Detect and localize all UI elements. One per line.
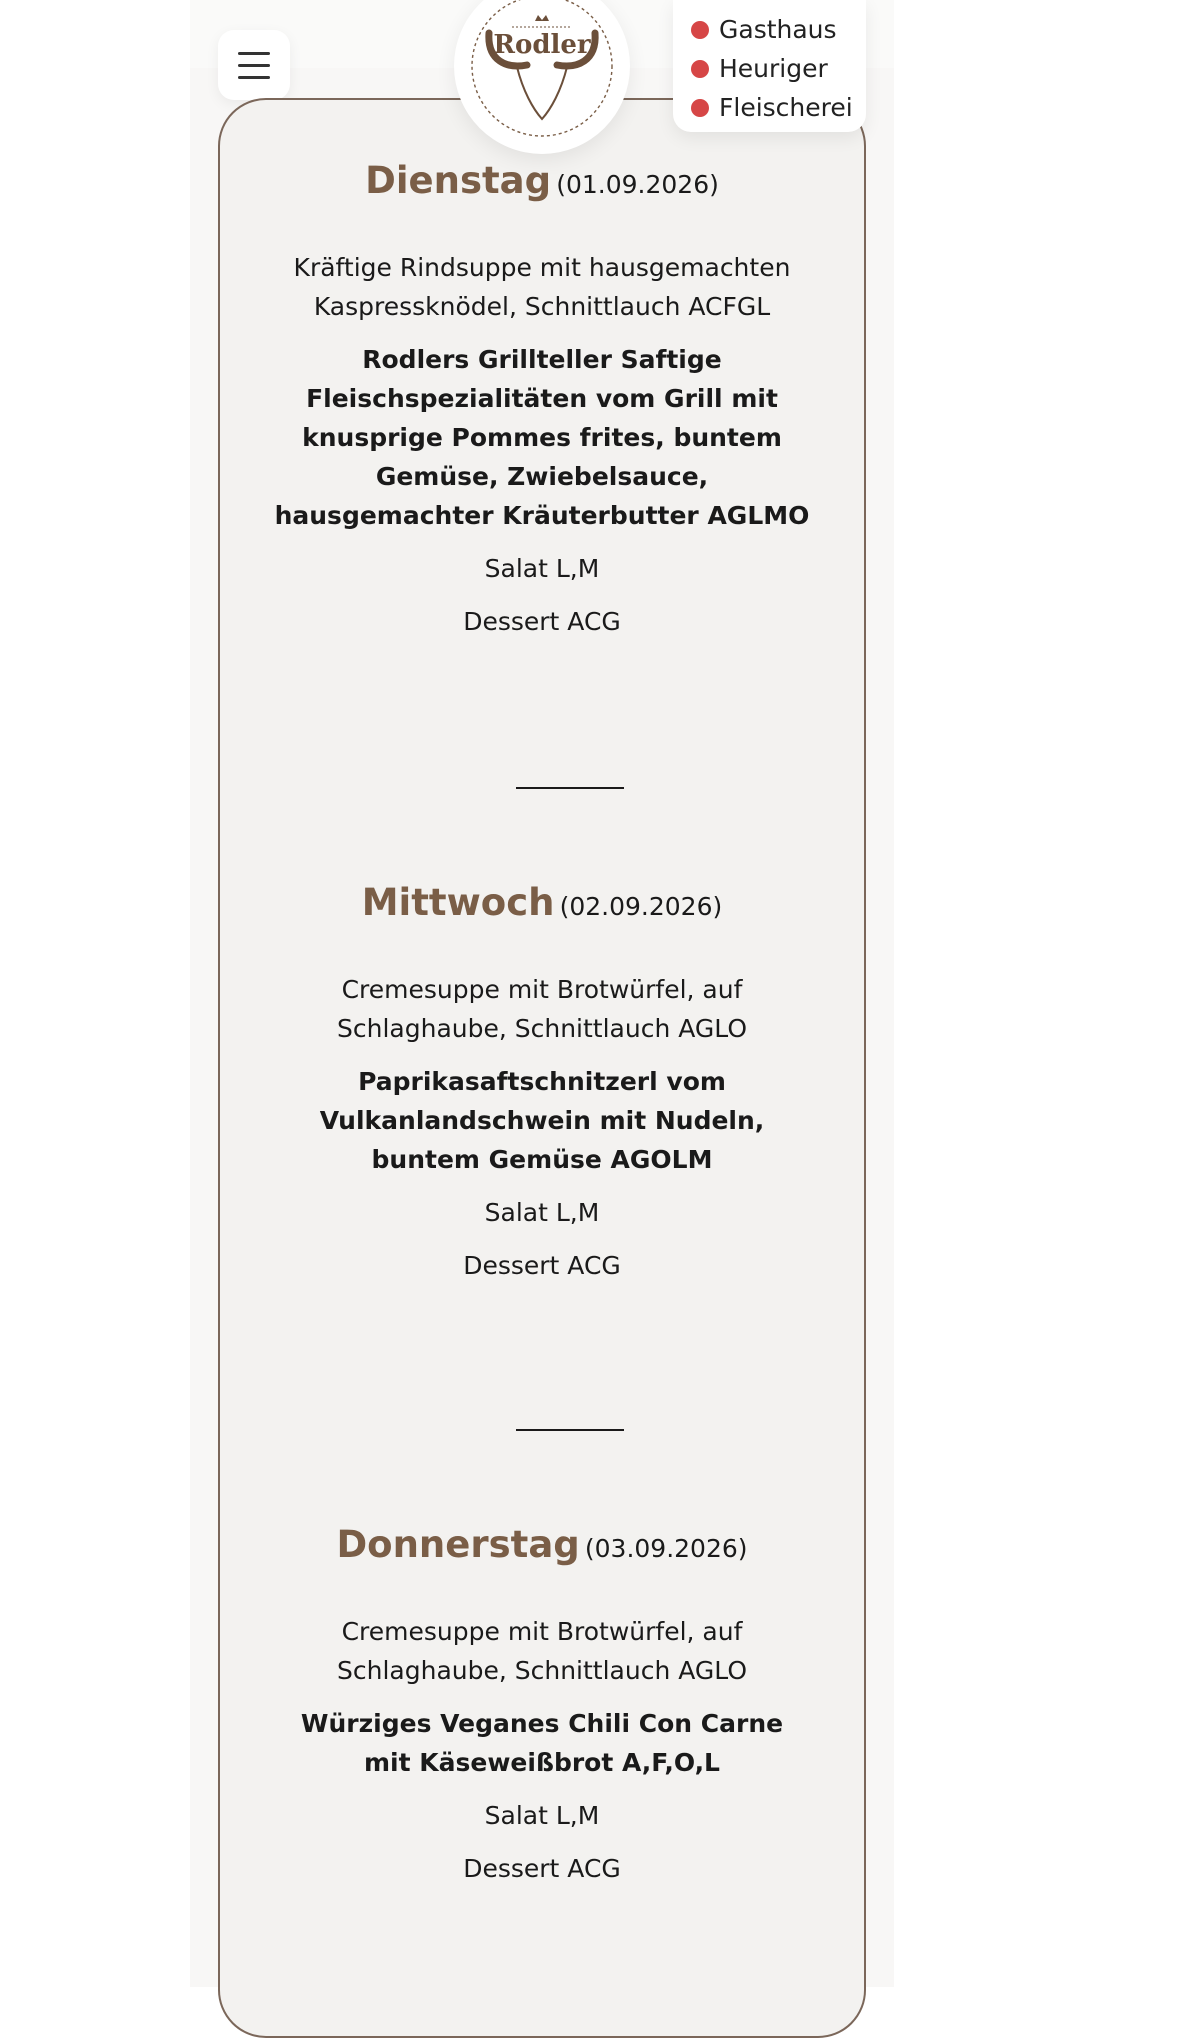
day-name: Mittwoch [361,881,555,924]
location-label: Heuriger [719,54,828,83]
hamburger-menu-icon [238,52,270,55]
location-heuriger[interactable] [673,49,866,88]
day-mittwoch [220,878,864,1285]
status-dot [691,21,709,39]
hamburger-line [238,76,270,79]
status-dot [691,99,709,117]
soup: Cremesuppe mit Brotwürfel, auf Schlaghaube, Schnittlauch AGLO [337,1617,747,1685]
dessert: Dessert ACG [463,1854,621,1883]
hamburger-line [238,64,270,67]
dessert: Dessert ACG [463,607,621,636]
location-label: Fleischerei [719,93,853,122]
main-dish: Rodlers Grillteller Saftige Fleischspezialitäten vom Grill mit knusprige Pommes frites, buntem Gemüse, Zwiebelsauce, hausgemachter Kräuterbutter AGLMO [274,345,810,530]
day-name: Dienstag [365,159,552,202]
page [190,0,894,1987]
location-fleischerei[interactable] [673,88,866,127]
logo[interactable] [454,0,630,154]
main-dish: Würziges Veganes Chili Con Carne mit Käseweißbrot A,F,O,L [300,1709,784,1777]
salad: Salat L,M [484,554,600,583]
day-heading [220,878,864,928]
day-date: (01.09.2026) [556,170,719,199]
bull-logo-icon [467,0,617,141]
day-donnerstag [220,1520,864,1888]
day-heading [220,1520,864,1570]
soup: Cremesuppe mit Brotwürfel, auf Schlaghaube, Schnittlauch AGLO [337,975,747,1043]
divider [516,787,624,789]
day-heading [220,156,864,206]
salad: Salat L,M [484,1801,600,1830]
divider [516,1429,624,1431]
hamburger-menu-button[interactable] [218,30,290,100]
location-list [673,0,866,132]
main-dish: Paprikasaftschnitzerl vom Vulkanlandschwein mit Nudeln, buntem Gemüse AGOLM [319,1067,765,1174]
day-dienstag [220,156,864,641]
day-date: (02.09.2026) [559,892,723,921]
menu-card [218,98,866,2038]
dessert: Dessert ACG [463,1251,621,1280]
location-gasthaus[interactable] [673,10,866,49]
logo-text: Rodler [493,30,591,60]
day-date: (03.09.2026) [584,1534,748,1563]
salad: Salat L,M [484,1198,600,1227]
day-name: Donnerstag [336,1523,580,1566]
location-label: Gasthaus [719,15,837,44]
status-dot [691,60,709,78]
soup: Kräftige Rindsuppe mit hausgemachten Kaspressknödel, Schnittlauch ACFGL [293,253,791,321]
